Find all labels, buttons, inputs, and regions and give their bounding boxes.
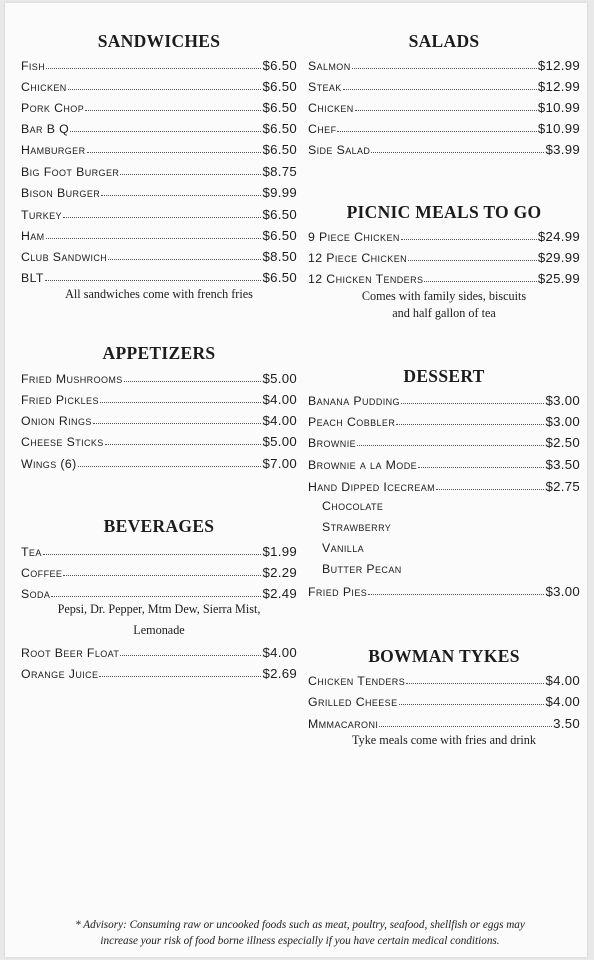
menu-item: Chicken $6.50	[21, 79, 297, 94]
menu-item: Grilled Cheese $4.00	[308, 694, 580, 709]
advisory-line2: increase your risk of food borne illness especially if you have certain medical conditions.	[100, 935, 500, 947]
tykes-heading: BOWMAN TYKES	[368, 646, 520, 666]
flavor-option: Strawberry	[322, 520, 392, 534]
soda-note-line2: Lemonade	[133, 623, 185, 637]
menu-item: Peach Cobbler $3.00	[308, 414, 580, 429]
menu-item: BLT $6.50	[21, 270, 297, 285]
flavor-option: Vanilla	[322, 541, 365, 555]
picnic-note-line2: and half gallon of tea	[392, 306, 496, 320]
soda-note-line1: Pepsi, Dr. Pepper, Mtm Dew, Sierra Mist,	[57, 602, 261, 616]
menu-item: Hand Dipped Icecream $2.75	[308, 479, 580, 494]
menu-item: Soda $2.49	[21, 586, 297, 601]
dessert-heading: DESSERT	[403, 366, 485, 386]
menu-item: Mmmacaroni 3.50	[308, 716, 580, 731]
menu-item: 12 Piece Chicken $29.99	[308, 250, 580, 265]
menu-item: Bar B Q $6.50	[21, 121, 297, 136]
advisory-line1: * Advisory: Consuming raw or uncooked foods such as meat, poultry, seafood, shellfish or eggs may	[75, 919, 525, 931]
menu-item: Bison Burger $9.99	[21, 185, 297, 200]
menu-item: Ham $6.50	[21, 228, 297, 243]
menu-item: Tea $1.99	[21, 544, 297, 559]
flavor-option: Butter Pecan	[322, 562, 402, 576]
menu-item: Turkey $6.50	[21, 207, 297, 222]
menu-item: Side Salad $3.99	[308, 142, 580, 157]
menu-item: Brownie $2.50	[308, 435, 580, 450]
menu-item: Salmon $12.99	[308, 58, 580, 73]
menu-item: Chef $10.99	[308, 121, 580, 136]
salads-heading: SALADS	[408, 31, 480, 51]
menu-item: Coffee $2.29	[21, 565, 297, 580]
menu-item: Chicken $10.99	[308, 100, 580, 115]
menu-item: Club Sandwich $8.50	[21, 249, 297, 264]
food-advisory	[25, 917, 575, 949]
menu-item: Hamburger $6.50	[21, 142, 297, 157]
sandwiches-note: All sandwiches come with french fries	[65, 287, 253, 301]
flavor-option: Chocolate	[322, 499, 384, 513]
menu-item: Cheese Sticks $5.00	[21, 434, 297, 449]
menu-item: Root Beer Float $4.00	[21, 645, 297, 660]
menu-item: Steak $12.99	[308, 79, 580, 94]
menu-item: Chicken Tenders $4.00	[308, 673, 580, 688]
menu-item: Pork Chop $6.50	[21, 100, 297, 115]
menu-item: 9 Piece Chicken $24.99	[308, 229, 580, 244]
menu-item: Orange Juice $2.69	[21, 666, 297, 681]
appetizers-heading: APPETIZERS	[102, 343, 216, 363]
menu-item: Banana Pudding $3.00	[308, 393, 580, 408]
beverages-heading: BEVERAGES	[103, 516, 215, 536]
menu-item: Brownie a la Mode $3.50	[308, 457, 580, 472]
menu-page	[5, 3, 587, 957]
menu-item: Onion Rings $4.00	[21, 413, 297, 428]
picnic-note-line1: Comes with family sides, biscuits	[361, 289, 527, 303]
tykes-note: Tyke meals come with fries and drink	[352, 733, 536, 747]
picnic-heading: PICNIC MEALS TO GO	[346, 202, 542, 222]
sandwiches-heading: SANDWICHES	[97, 31, 221, 51]
menu-item: 12 Chicken Tenders $25.99	[308, 271, 580, 286]
menu-item: Fried Mushrooms $5.00	[21, 371, 297, 386]
menu-item: Fried Pies $3.00	[308, 584, 580, 599]
menu-item: Wings (6) $7.00	[21, 456, 297, 471]
menu-item: Fried Pickles $4.00	[21, 392, 297, 407]
menu-item: Fish $6.50	[21, 58, 297, 73]
menu-item: Big Foot Burger $8.75	[21, 164, 297, 179]
